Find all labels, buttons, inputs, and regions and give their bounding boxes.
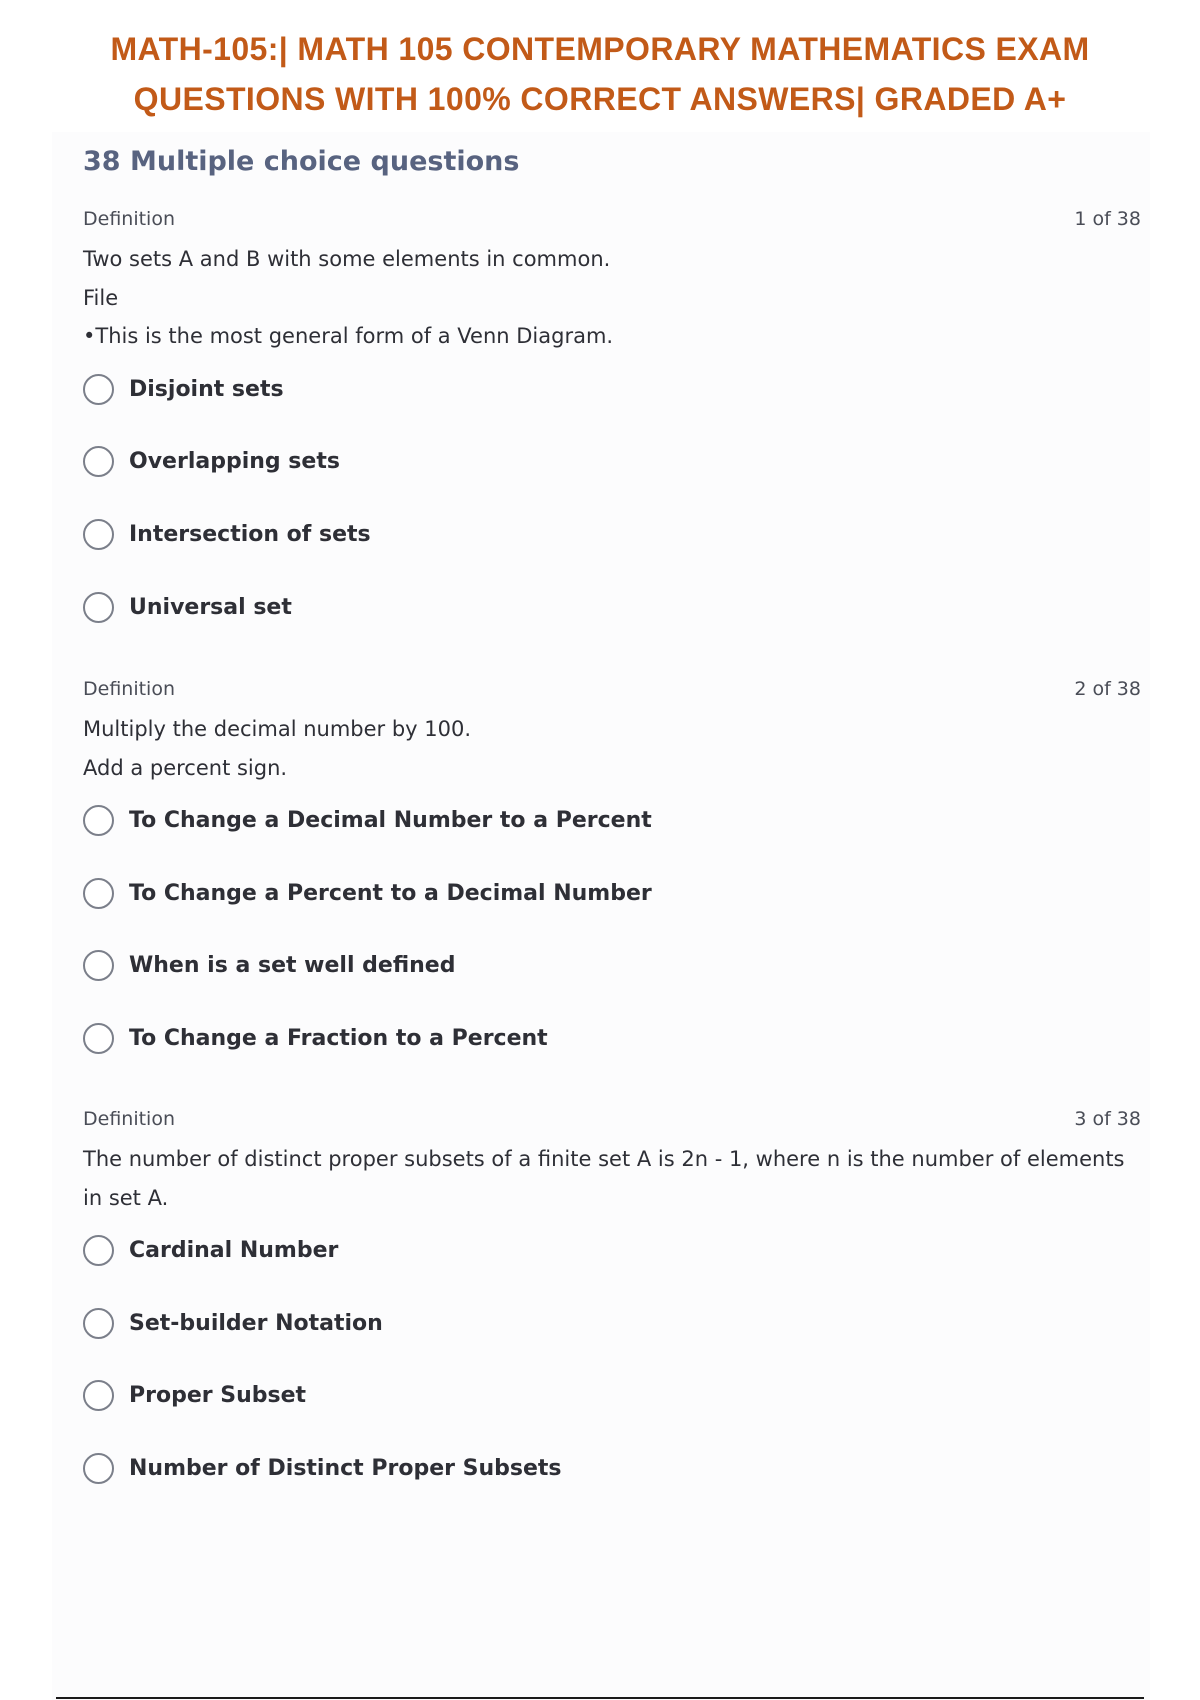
question-counter: 1 of 38 — [1074, 208, 1141, 230]
question-counter: 2 of 38 — [1074, 678, 1141, 700]
question-text-line: The number of distinct proper subsets of a finite set A is 2n - 1, where n is the number of elements — [83, 1147, 1125, 1171]
question-counter: 3 of 38 — [1074, 1108, 1141, 1130]
radio-button[interactable] — [83, 805, 114, 836]
answer-option[interactable] — [83, 1380, 1141, 1453]
answer-option[interactable] — [83, 878, 1141, 951]
answer-option-label: Intersection of sets — [129, 521, 371, 547]
answer-option-label: To Change a Fraction to a Percent — [129, 1026, 548, 1052]
question-2 — [83, 678, 1141, 1096]
quiz-heading: 38 Multiple choice questions — [83, 146, 520, 177]
answer-option-label: To Change a Decimal Number to a Percent — [129, 808, 652, 833]
answer-options — [83, 374, 1141, 665]
answer-option[interactable] — [83, 1308, 1141, 1381]
answer-option[interactable] — [83, 592, 1141, 665]
question-type-label: Definition — [83, 678, 176, 700]
answer-options — [83, 1235, 1141, 1526]
answer-option[interactable] — [83, 446, 1141, 519]
question-type-label: Definition — [83, 1108, 176, 1130]
document-title-line-1: MATH-105:| MATH 105 CONTEMPORARY MATHEMATICS EXAM — [110, 31, 1090, 67]
answer-option-label: Cardinal Number — [129, 1238, 339, 1263]
answer-option-label: Number of Distinct Proper Subsets — [129, 1456, 562, 1482]
question-text — [83, 1140, 1141, 1217]
answer-option[interactable] — [83, 805, 1141, 878]
answer-option[interactable] — [83, 1023, 1141, 1096]
answer-option[interactable] — [83, 374, 1141, 447]
radio-button[interactable] — [83, 1453, 114, 1484]
question-text-line: File — [83, 285, 119, 310]
quiz-panel — [52, 132, 1150, 1700]
radio-button[interactable] — [83, 1308, 114, 1339]
question-text-line: Two sets A and B with some elements in common. — [83, 247, 611, 271]
answer-option-label: Disjoint sets — [129, 376, 284, 402]
question-text-line: in set A. — [83, 1185, 169, 1210]
radio-button[interactable] — [83, 592, 114, 623]
answer-options — [83, 805, 1141, 1096]
question-text-line: Multiply the decimal number by 100. — [83, 717, 472, 741]
answer-option[interactable] — [83, 950, 1141, 1023]
question-3 — [83, 1108, 1141, 1526]
document-title-line-2: QUESTIONS WITH 100% CORRECT ANSWERS| GRADED A+ — [133, 81, 1067, 117]
answer-option[interactable] — [83, 1453, 1141, 1526]
answer-option-label: Overlapping sets — [129, 449, 340, 475]
answer-option-label: When is a set well defined — [129, 953, 456, 979]
answer-option-label: Set-builder Notation — [129, 1310, 383, 1336]
question-text-line: •This is the most general form of a Venn Diagram. — [83, 324, 614, 348]
radio-button[interactable] — [83, 1023, 114, 1054]
answer-option-label: To Change a Percent to a Decimal Number — [129, 880, 652, 906]
document-title — [0, 0, 1200, 124]
question-text — [83, 710, 1141, 787]
question-header — [83, 208, 1141, 240]
answer-option[interactable] — [83, 519, 1141, 592]
question-header — [83, 1108, 1141, 1140]
question-1 — [83, 208, 1141, 664]
question-header — [83, 678, 1141, 710]
question-text-line: Add a percent sign. — [83, 755, 288, 780]
answer-option-label: Proper Subset — [129, 1383, 307, 1409]
answer-option-label: Universal set — [129, 594, 292, 620]
question-type-label: Definition — [83, 208, 176, 230]
radio-button[interactable] — [83, 1380, 114, 1411]
radio-button[interactable] — [83, 374, 114, 405]
footer-divider — [56, 1697, 1144, 1699]
radio-button[interactable] — [83, 950, 114, 981]
radio-button[interactable] — [83, 446, 114, 477]
answer-option[interactable] — [83, 1235, 1141, 1308]
radio-button[interactable] — [83, 1235, 114, 1266]
radio-button[interactable] — [83, 878, 114, 909]
question-text — [83, 240, 1141, 356]
radio-button[interactable] — [83, 519, 114, 550]
